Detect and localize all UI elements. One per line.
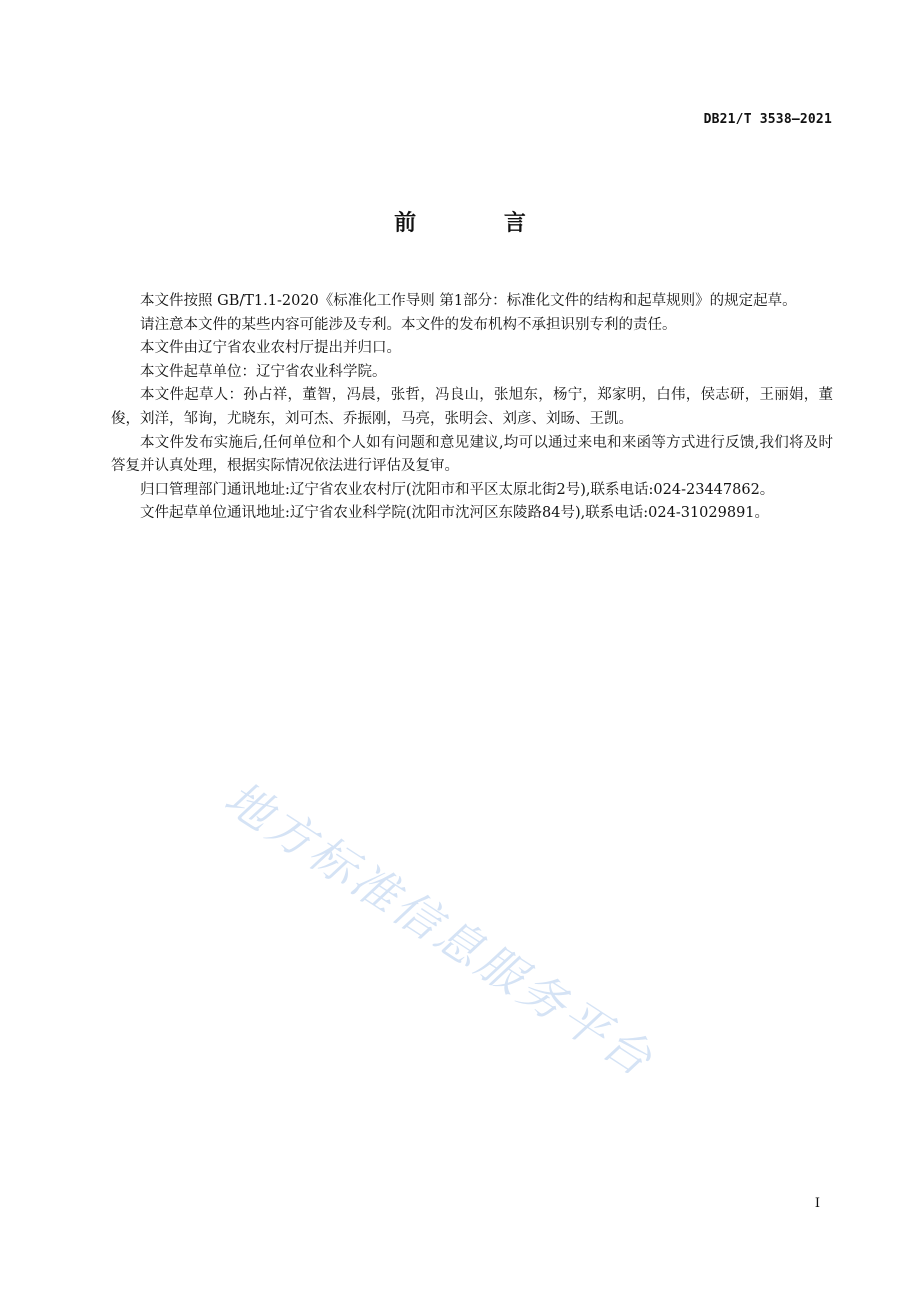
paragraph-drafting-unit: 本文件起草单位：辽宁省农业科学院。 <box>140 363 387 380</box>
paragraph-drafters: 本文件起草人：孙占祥，董智，冯晨，张哲，冯良山，张旭东，杨宁，郑家明，白伟，侯志研，王丽娟，董俊，刘洋，邹询，尤晓东，刘可杰、乔振刚，马亮，张明会、刘彦、刘旸、王凯。 <box>111 387 833 427</box>
paragraph-admin-address: 归口管理部门通讯地址:辽宁省农业农村厅(沈阳市和平区太原北街2号),联系电话:024-23447862。 <box>140 481 775 498</box>
paragraph-proposer: 本文件由辽宁省农业农村厅提出并归口。 <box>140 340 401 357</box>
paragraph-patent-notice: 请注意本文件的某些内容可能涉及专利。本文件的发布机构不承担识别专利的责任。 <box>140 316 677 333</box>
watermark: 地方标准信息服务平台 <box>215 770 665 1088</box>
paragraph-feedback: 本文件发布实施后,任何单位和个人如有问题和意见建议,均可以通过来电和来函等方式进行反馈,我们将及时答复并认真处理，根据实际情况依法进行评估及复审。 <box>111 434 833 475</box>
paragraph-drafter-address: 文件起草单位通讯地址:辽宁省农业科学院(沈阳市沈河区东陵路84号),联系电话:024-31029891。 <box>140 505 770 522</box>
body-text <box>111 290 833 526</box>
document-code: DB21/T 3538—2021 <box>703 112 832 127</box>
paragraph-drafting-basis: 本文件按照 GB/T1.1-2020《标准化工作导则 第1部分：标准化文件的结构和起草规则》的规定起草。 <box>140 293 797 309</box>
page-title: 前 言 <box>394 211 566 236</box>
page-number: I <box>814 1196 820 1211</box>
